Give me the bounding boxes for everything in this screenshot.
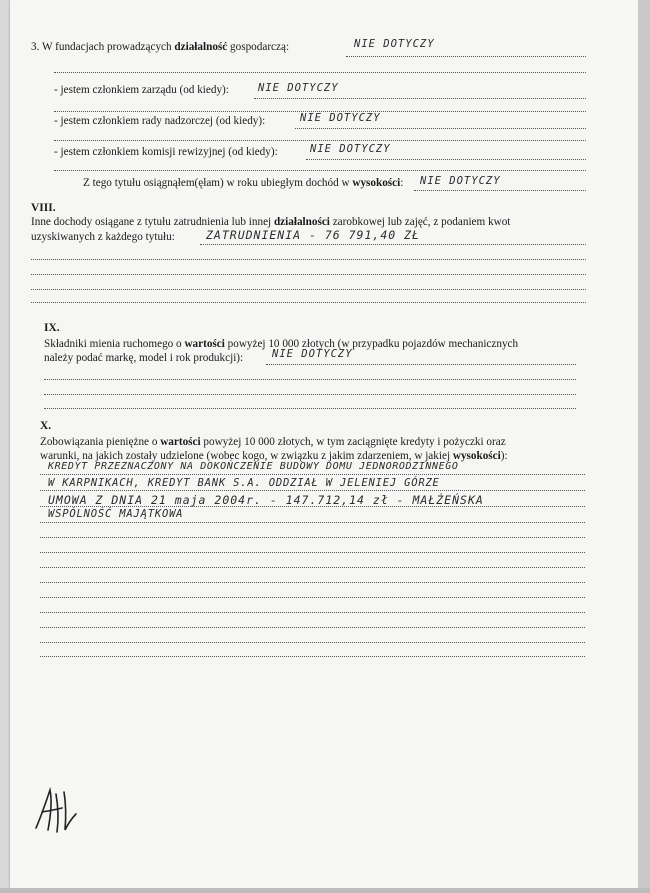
section-10-hand-line3: UMOWA Z DNIA 21 maja 2004r. - 147.712,14 zł - MAŁŻEŃSKA [48,493,484,507]
dotted-line [31,259,586,260]
rada-label: - jestem członkiem rady nadzorczej (od kiedy): [54,115,266,127]
dotted-line [40,656,585,657]
dotted-line [54,72,586,73]
dotted-line [40,567,585,568]
dotted-line [266,364,576,365]
komisja-label: - jestem członkiem komisji rewizyjnej (od kiedy): [54,146,278,158]
section-10-bold2: wysokości [452,450,501,462]
dochod-bold: wysokości [352,177,401,189]
dotted-line [40,627,585,628]
section-8-line2: uzyskiwanych z każdego tytułu: [31,231,175,243]
section-8-bold: działalności [273,216,330,228]
section-9-heading: IX. [44,322,60,334]
dotted-line [31,302,586,303]
dotted-line [40,612,585,613]
dochod-text: Z tego tytułu osiągnąłem(ęłam) w roku ubiegłym dochód w [83,177,353,189]
section-10-hand-line4: WSPÓLNOŚĆ MAJĄTKOWA [48,508,184,520]
dotted-line [40,490,585,491]
section-8-heading: VIII. [31,202,56,214]
section-9-answer: NIE DOTYCZY [272,348,353,360]
dotted-line [31,289,586,290]
dotted-line [44,379,576,380]
scan-bottom-edge [0,888,650,893]
fundacje-suffix: gospodarczą: [227,41,290,53]
section-10-heading: X. [40,420,52,432]
fundacje-bold: działalność [174,41,228,53]
dotted-line [44,394,576,395]
dotted-line [40,597,585,598]
fundacje-answer: NIE DOTYCZY [354,38,435,50]
section-8-line1 [31,216,510,228]
dotted-line [254,98,586,99]
section-9-suffix: powyżej 10 000 złotych (w przypadku pojazdów mechanicznych [224,338,519,350]
dotted-line [40,552,585,553]
section-10-suffix: powyżej 10 000 złotych, w tym zaciągnięte kredyty i pożyczki oraz [200,436,506,448]
fundacje-text: 3. W fundacjach prowadzących [31,41,175,53]
dotted-line [40,506,585,507]
scan-edge [638,0,650,893]
signature-icon [32,784,84,836]
section-10-hand-line2: W KARPNIKACH, KREDYT BANK S.A. ODDZIAŁ W JELENIEJ GÓRZE [48,477,440,489]
dotted-line [40,537,585,538]
section-10-suffix2: ): [500,450,508,462]
section-10-text: Zobowiązania pieniężne o [40,436,161,448]
section-9-text: Składniki mienia ruchomego o [44,338,185,350]
dotted-line [40,522,585,523]
dotted-line [346,56,586,57]
section-8-text: Inne dochody osiągane z tytułu zatrudnienia lub innej [31,216,274,228]
section-9-line2: należy podać markę, model i rok produkcji): [44,352,244,364]
section-10-bold: wartości [160,436,201,448]
dotted-line [306,159,586,160]
section-9-bold: wartości [184,338,225,350]
rada-answer: NIE DOTYCZY [300,112,381,124]
section-8-answer: ZATRUDNIENIA - 76 791,40 ZŁ [206,228,420,242]
dochod-suffix: : [400,177,404,189]
dotted-line [31,274,586,275]
dochod-label [83,177,403,189]
document-page [10,0,638,888]
dotted-line [200,244,586,245]
section-10-text2: warunki, na jakich zostały udzielone (wobec kogo, w związku z jakim zdarzeniem, w jakiej [40,450,453,462]
dotted-line [414,190,586,191]
zarzad-answer: NIE DOTYCZY [258,82,339,94]
dotted-line [40,642,585,643]
komisja-answer: NIE DOTYCZY [310,143,391,155]
section-8-suffix: zarobkowej lub zajęć, z podaniem kwot [329,216,511,228]
dotted-line [40,474,585,475]
dotted-line [54,140,586,141]
zarzad-label: - jestem członkiem zarządu (od kiedy): [54,84,229,96]
fundacje-label [31,41,289,53]
dochod-answer: NIE DOTYCZY [420,175,501,187]
dotted-line [295,128,586,129]
dotted-line [44,408,576,409]
dotted-line [40,582,585,583]
section-10-hand-line1: KREDYT PRZEZNACZONY NA DOKOŃCZENIE BUDOWY DOMU JEDNORODZINNEGO [48,461,459,472]
section-10-line1 [40,436,506,448]
dotted-line [54,170,586,171]
